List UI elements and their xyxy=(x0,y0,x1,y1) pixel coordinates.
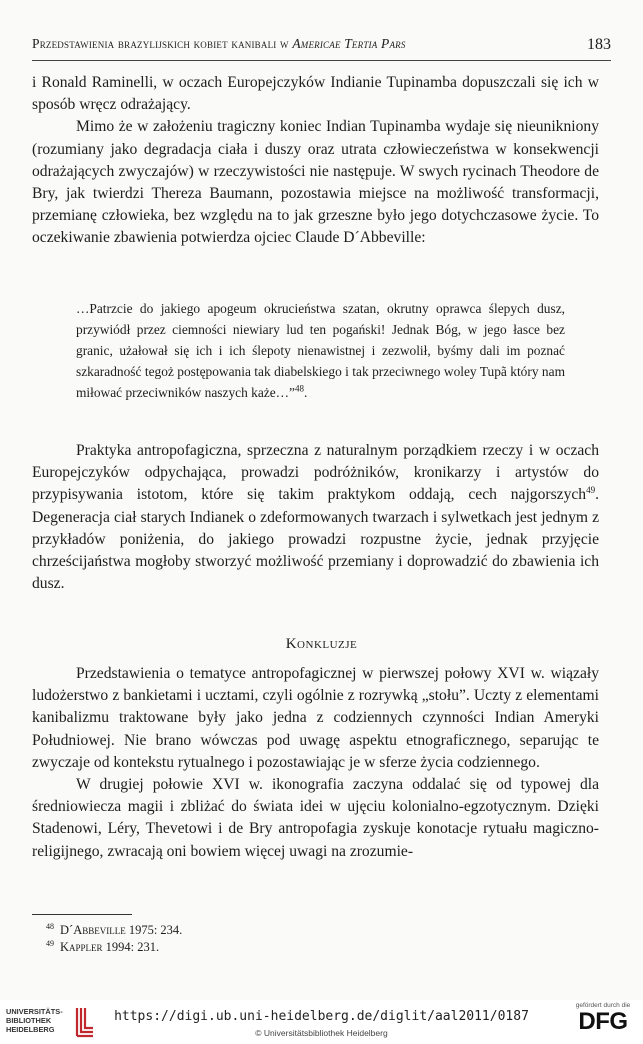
paragraph-praktyka-b: . Degeneracja ciał starych Indianek o zdeformowanych twarzach i sylwetkach jest jednym z przykładów poniżenia, do jakiego prowadzi rozpustne życie, jednak przyjęcie chrześcijaństwa mogłoby stworzyć możliwość przemiany i doprowadzić do zbawienia ich dusz. xyxy=(32,486,599,593)
quote-text: …Patrzcie do jakiego apogeum okrucieństwa szatan, okrutny oprawca ślepych dusz, przywiódł przez ciemności niewiary lud ten pogański! Jednak Bóg, w jego łasce bez granic, użałował się ich i ich ślepoty nienawistnej i zezwolił, byśmy dali im poznać szkaradność tegoż postępowania tak diabelskiego i tak przeciwnego woley Tupã który nam miłować przeciwników naszych każe…” xyxy=(76,301,565,400)
paragraph-praktyka-a: Praktyka antropofagiczna, sprzeczna z naturalnym porządkiem rzeczy i w oczach Europejczyków odpychająca, prowadzi podróżników, kronikarzy i artystów do przypisywania istotom, które się takim praktykom oddają, cech najgorszych xyxy=(32,442,599,504)
viewer-footer-banner xyxy=(0,1000,643,1044)
dfg-note: gefördert durch die xyxy=(575,1002,631,1009)
block-quote xyxy=(76,298,565,403)
footnote-text: D´Abbeville 1975: 234. xyxy=(60,923,183,937)
dfg-logo-text: DFG xyxy=(578,1008,628,1035)
document-url-link[interactable]: https://digi.ub.uni-heidelberg.de/diglit/aal2011/0187 xyxy=(114,1009,529,1024)
dfg-logo[interactable] xyxy=(573,1002,633,1042)
footnote-divider xyxy=(32,914,132,915)
paragraph-conclusions-2: W drugiej połowie XVI w. ikonografia zaczyna oddalać się od typowej dla średniowiecza magii i zbliżać do świata idei w ujęciu kolonialno-egzotycznym. Dzięki Stadenowi, Léry, Thevetowi i de Bry antropofagia zyskuje konotacje rytuału magiczno-religijnego, zwracają oni bowiem więcej uwagi na zrozumie- xyxy=(32,776,599,860)
running-title-italic: Americae Tertia Pars xyxy=(292,36,406,51)
text-block-middle xyxy=(32,440,599,595)
footnote-text: Kappler 1994: 231. xyxy=(60,940,160,954)
footnote-number: 48 xyxy=(46,921,54,931)
paragraph-baumann: Mimo że w założeniu tragiczny koniec Indian Tupinamba wydaje się nieunikniony (rozumiany jako degradacja ciała i duszy oraz utrata człowieczeństwa w konsekwencji odrażających zwyczajów) w rzeczywistości nie następuje. W swych rycinach Theodore de Bry, jak twierdzi Thereza Baumann, pozostawia miejsce na możliwość transformacji, przemianę człowieka, bez względu na to jak grzeszne było jego dotychczasowe życie. To oczekiwanie zbawienia potwierdza ojciec Claude D´Abbeville: xyxy=(32,118,599,247)
library-name-line-3: HEIDELBERG xyxy=(6,1025,55,1034)
footnote-49 xyxy=(46,939,159,955)
footnote-ref-49: 49 xyxy=(586,485,596,496)
text-block-conclusions xyxy=(32,663,599,863)
footnote-48 xyxy=(46,922,182,938)
running-header xyxy=(32,36,611,61)
footnote-ref-48: 48 xyxy=(295,383,304,394)
copyright-notice: © Universitätsbibliothek Heidelberg xyxy=(255,1028,388,1038)
library-name-line-1: UNIVERSITÄTS- xyxy=(6,1007,63,1016)
running-title-prefix: Przedstawienia brazylijskich kobiet kanibali w xyxy=(32,36,293,51)
page-number: 183 xyxy=(587,36,611,53)
text-block-top xyxy=(32,72,599,250)
paragraph-conclusions-1: Przedstawienia o tematyce antropofagicznej w pierwszej połowy XVI w. wiązały ludożerstwo z bankietami i ucztami, czyli ogólnie z rozrywką „stołu”. Uczty z elementami kanibalizmu traktowane były jako jedna z codziennych czynności Indian Ameryki Południowej. Nie brano wówczas pod uwagę aspektu etnograficznego, separując te zwyczaje od kontekstu rytualnego i pozostawiając je w sferze życia codziennego. xyxy=(32,665,599,771)
footnote-number: 49 xyxy=(46,938,54,948)
running-title xyxy=(32,36,406,52)
quote-end: . xyxy=(304,385,308,400)
paragraph-praktyka xyxy=(32,440,599,595)
paragraph-continued: i Ronald Raminelli, w oczach Europejczyków Indianie Tupinamba dopuszczali się ich w sposób wręcz odrażający. xyxy=(32,74,599,114)
section-heading: Konkluzje xyxy=(285,636,358,652)
library-name-line-2: BIBLIOTHEK xyxy=(6,1016,52,1025)
